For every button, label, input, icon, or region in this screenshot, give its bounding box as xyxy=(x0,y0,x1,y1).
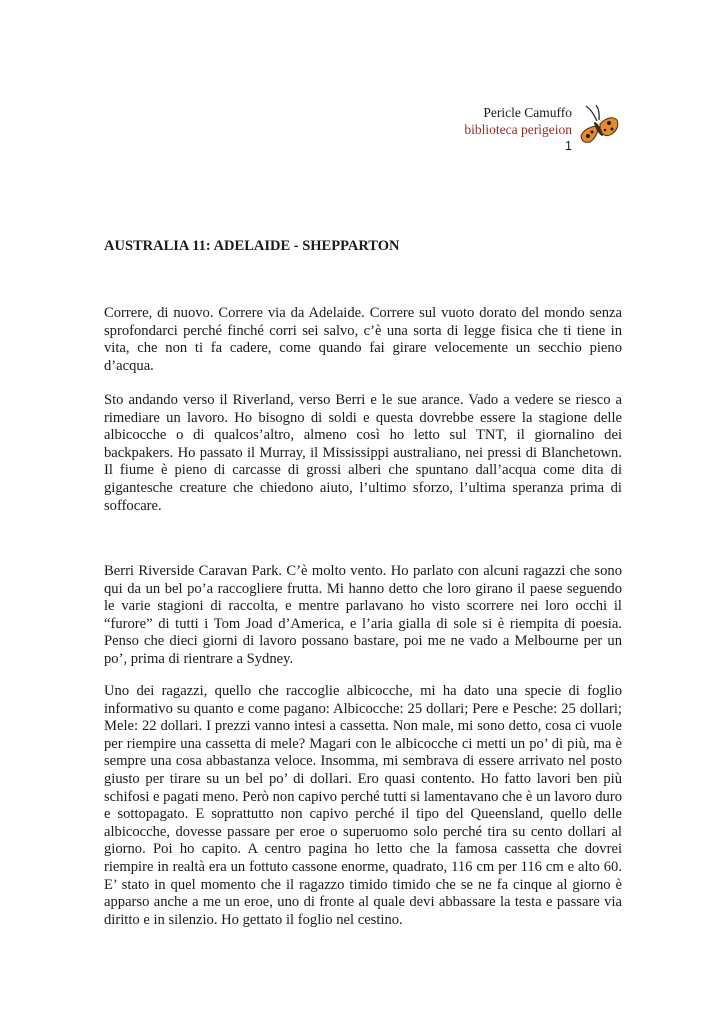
paragraph: Sto andando verso il Riverland, verso Berri e le sue arance. Vado a vedere se riesco a rimediare un lavoro. Ho bisogno di soldi e questa dovrebbe essere la stagione delle albicocche o di qualcos’altro, almeno così ho letto sul TNT, il giornalino dei backpakers. Ho passato il Murray, il Mississippi australiano, nei pressi di Blanchetown. Il fiume è pieno di carcasse di grossi alberi che spuntano dall’acqua come dita di gigantesche creature che chiedono aiuto, l’ultimo sforzo, l’ultima speranza prima di soffocare. xyxy=(104,392,622,514)
page-header xyxy=(464,104,572,155)
paragraph: Berri Riverside Caravan Park. C’è molto vento. Ho parlato con alcuni ragazzi che sono qui da un bel po’a raccogliere frutta. Mi hanno detto che loro girano il paese seguendo le varie stagioni di raccolta, e mentre parlavano ho visto scorrere nei loro occhi il “furore” di tutti i Tom Joad d’America, e l’aria gialla di sole si è riempita di poesia. Penso che dieci giorni di lavoro possano bastare, poi me ne vado a Melbourne per un po’, prima di rientrare a Sydney. xyxy=(104,563,622,667)
paragraph: Uno dei ragazzi, quello che raccoglie albicocche, mi ha dato una specie di foglio informativo su quanto e come pagano: Albicocche: 25 dollari; Pere e Pesche: 25 dollari; Mele: 22 dollari. I prezzi vanno intesi a cassetta. Non male, mi sono detto, cosa ci vuole per riempire una cassetta di mele? Magari con le albicocche ci metti un po’ di più, ma è sempre una cosa abbastanza veloce. Insomma, mi sembrava di essere arrivato nel posto giusto per tirare su un bel po’ di dollari. Ero quasi contento. Ho fatto lavori ben più schifosi e pagati meno. Però non capivo perché tutti si lamentavano che è un lavoro duro e sottopagato. E soprattutto non capivo perché il tipo del Queensland, quello delle albicocche, dovesse passare per eroe o superuomo solo perché tira su cento dollari al giorno. Poi ho capito. A centro pagina ho letto che la famosa cassetta che dovrei riempire in realtà era un fottuto cassone enorme, quadrato, 116 cm per 116 cm e alto 60. E’ stato in quel momento che il ragazzo timido timido che se ne fa cinque al giorno è apparso anche a me un eroe, uno di fronte al quale devi abbassare la testa e passare via diritto e in silenzio. Ho gettato il foglio nel cestino. xyxy=(104,683,622,928)
page-number: 1 xyxy=(565,139,572,153)
library-name: biblioteca perìgeion xyxy=(464,122,572,137)
author-name: Pericle Camuffo xyxy=(483,105,572,120)
paragraph: Correre, di nuovo. Correre via da Adelaide. Correre sul vuoto dorato del mondo senza sprofondarci perché finché corri sei salvo, c’è una sorta di legge fisica che ti tiene in vita, che non ti fa cadere, come quando fai girare velocemente un secchio pieno d’acqua. xyxy=(104,305,622,374)
butterfly-icon xyxy=(578,104,620,150)
document-title: AUSTRALIA 11: ADELAIDE - SHEPPARTON xyxy=(104,238,400,254)
